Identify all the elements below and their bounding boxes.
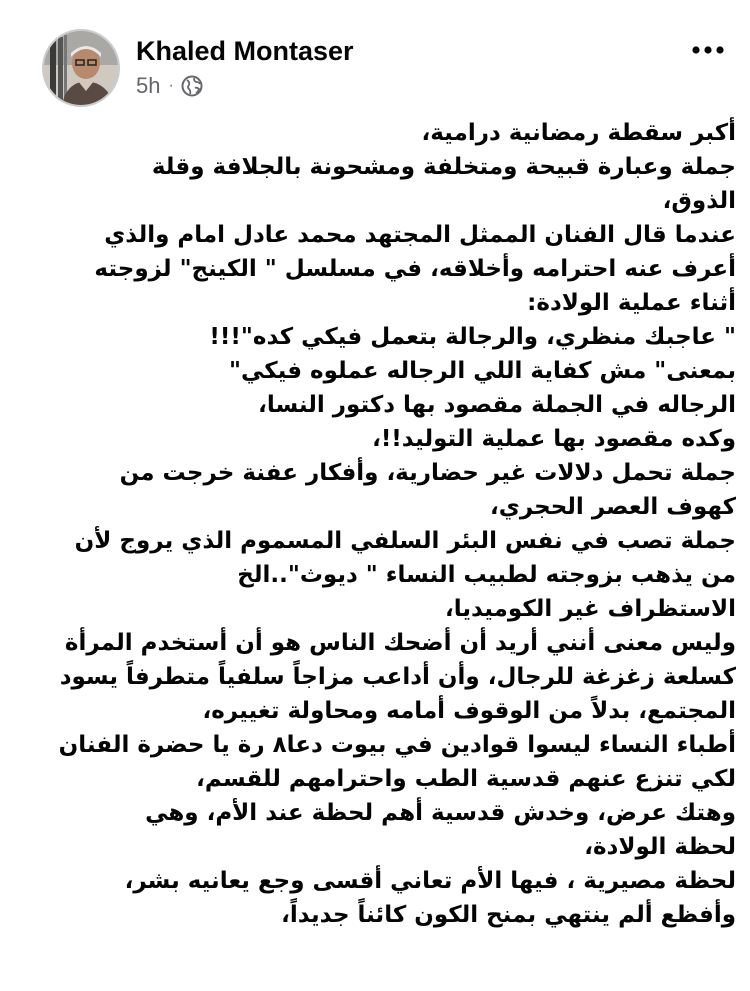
post-line: جملة تصب في نفس البئر السلفي المسموم الذي يروج لأن xyxy=(74,528,736,554)
post-line: لكي تنزع عنهم قدسية الطب واحترامهم للقسم، xyxy=(196,766,736,792)
avatar-photo xyxy=(44,31,118,105)
post-line: كسلعة زغزغة للرجال، وأن أداعب مزاجاً سلفياً متطرفاً يسود xyxy=(59,664,736,690)
post-line: المجتمع، بدلاً من الوقوف أمامه ومحاولة تغييره، xyxy=(202,698,736,724)
post-line: لحظة مصيرية ، فيها الأم تعاني أقسى وجع يعانيه بشر، xyxy=(124,868,736,894)
more-options-icon[interactable] xyxy=(686,36,730,64)
post-meta xyxy=(136,72,203,100)
post-line: الذوق، xyxy=(662,188,736,214)
post-line: وليس معنى أنني أريد أن أضحك الناس هو أن أستخدم المرأة xyxy=(64,630,736,656)
post-line: كهوف العصر الحجري، xyxy=(490,494,736,520)
post-line: الرجاله في الجملة مقصود بها دكتور النسا، xyxy=(258,392,736,418)
post-line: أثناء عملية الولادة: xyxy=(527,290,736,316)
post-line: جملة وعبارة قبيحة ومتخلفة ومشحونة بالجلافة وقلة xyxy=(151,154,736,180)
post-line: جملة تحمل دلالات غير حضارية، وأفكار عفنة خرجت من xyxy=(119,460,736,486)
post-line: بمعنى" مش كفاية اللي الرجاله عملوه فيكي" xyxy=(228,358,736,384)
post-line: عندما قال الفنان الممثل المجتهد محمد عادل امام والذي xyxy=(104,222,736,248)
post-line: أكبر سقطة رمضانية درامية، xyxy=(421,120,736,146)
meta-separator: · xyxy=(168,77,174,94)
post-line: " عاجبك منظري، والرجالة بتعمل فيكي كده"!!! xyxy=(209,324,736,350)
post-header xyxy=(0,0,750,110)
post-line: لحظة الولادة، xyxy=(584,834,736,860)
post-line: أطباء النساء ليسوا قوادين في بيوت دعا٨ رة يا حضرة الفنان xyxy=(58,732,736,758)
post-line: من يذهب بزوجته لطبيب النساء " ديوث"..الخ xyxy=(237,562,736,588)
post-line: وأفظع ألم ينتهي بمنح الكون كائناً جديداً، xyxy=(281,902,736,928)
post-text xyxy=(30,116,736,991)
post-line: أعرف عنه احترامه وأخلاقه، في مسلسل " الكينج" لزوجته xyxy=(94,256,736,282)
globe-icon[interactable] xyxy=(181,75,203,97)
post-line: وكده مقصود بها عملية التوليد!!، xyxy=(372,426,736,452)
avatar[interactable] xyxy=(42,29,120,107)
timestamp[interactable]: 5h xyxy=(136,73,161,98)
post-line: وهتك عرض، وخدش قدسية أهم لحظة عند الأم، وهي xyxy=(145,800,736,826)
author-name[interactable]: Khaled Montaser xyxy=(136,36,354,66)
post-line: الاستظراف غير الكوميديا، xyxy=(445,596,736,622)
